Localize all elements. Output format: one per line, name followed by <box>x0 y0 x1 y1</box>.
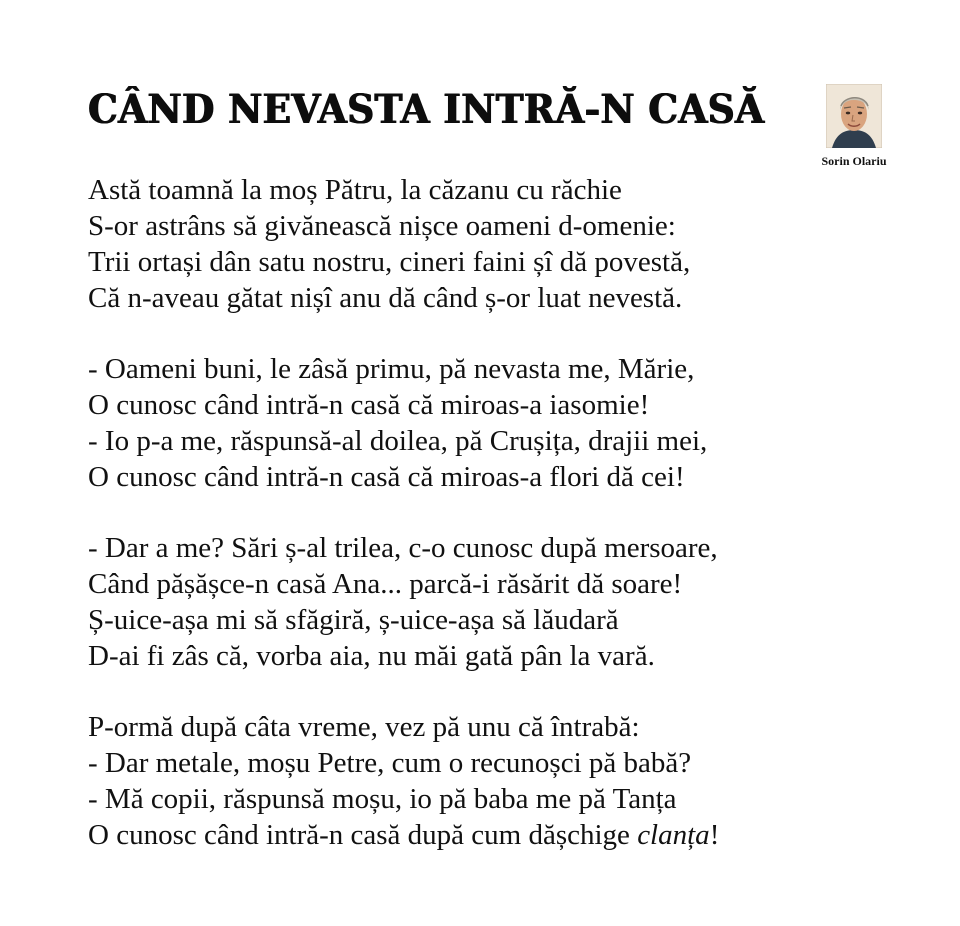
poem-line-end: ! <box>709 819 720 851</box>
poem-line: - Io p-a me, răspunsă-al doilea, pă Crușița, drajii mei, <box>88 425 708 457</box>
poem-line: P-ormă după câta vreme, vez pă unu că întrabă: <box>88 711 640 743</box>
poem-line: Că n-aveau gătat nișî anu dă când ș-or luat nevestă. <box>88 282 683 314</box>
stanza <box>88 172 719 316</box>
poem-line: - Dar metale, moșu Petre, cum o recunoșci pă babă? <box>88 747 692 779</box>
poem-line: Ș-uice-așa mi să sfăgiră, ș-uice-așa să lăudară <box>88 604 619 636</box>
poem-line-text: O cunosc când intră-n casă după cum dășchige <box>88 819 638 851</box>
poem-line: O cunosc când intră-n casă că miroas-a flori dă cei! <box>88 461 685 493</box>
poem-line: Astă toamnă la moș Pătru, la căzanu cu răchie <box>88 174 622 206</box>
poem-line: D-ai fi zâs că, vorba aia, nu măi gată pân la vară. <box>88 640 655 672</box>
stanza <box>88 351 719 495</box>
poem-line-last <box>88 817 719 853</box>
author-block <box>816 84 892 168</box>
poem-line: Când pășășce-n casă Ana... parcă-i răsărit dă soare! <box>88 568 683 600</box>
author-name: Sorin Olariu <box>821 154 887 168</box>
poem-body <box>88 172 719 888</box>
poem-line: - Mă copii, răspunsă moșu, io pă baba me pă Tanța <box>88 783 677 815</box>
poem-line: - Oameni buni, le zâsă primu, pă nevasta me, Mărie, <box>88 353 695 385</box>
poem-line: O cunosc când intră-n casă că miroas-a iasomie! <box>88 389 650 421</box>
stanza <box>88 530 719 674</box>
author-portrait-image <box>826 84 882 148</box>
poem-line: - Dar a me? Sări ș-al trilea, c-o cunosc după mersoare, <box>88 532 718 564</box>
poem-line: Trii ortași dân satu nostru, cineri faini șî dă povestă, <box>88 246 691 278</box>
stanza <box>88 709 719 853</box>
poem-title: CÂND NEVASTA INTRĂ-N CASĂ <box>88 86 765 133</box>
poem-line: S-or astrâns să givănească nișce oameni d-omenie: <box>88 210 676 242</box>
italic-word: clanța <box>637 819 710 851</box>
